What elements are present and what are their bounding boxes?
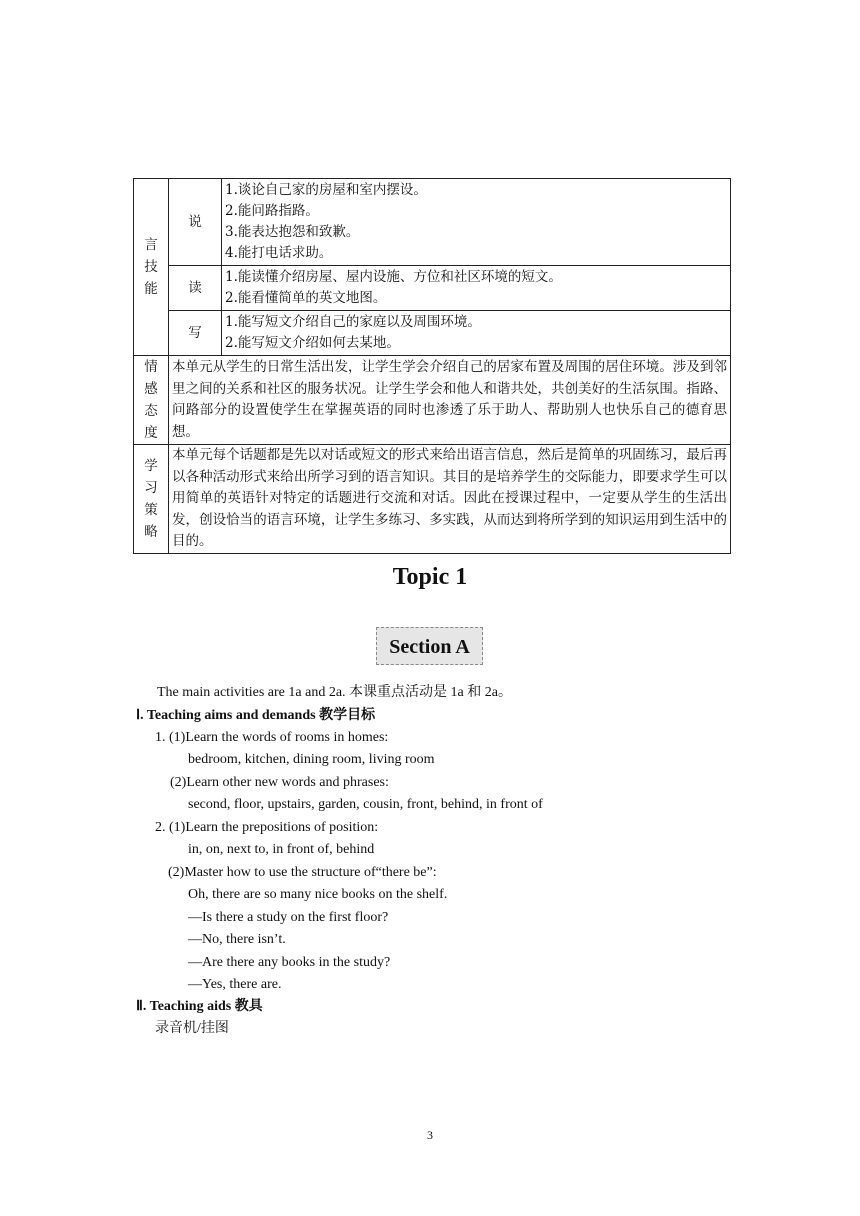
list-item: 3.能表达抱怨和致歉。: [225, 224, 360, 240]
category-char: 态: [144, 403, 158, 419]
list-item: —Are there any books in the study?: [188, 955, 391, 970]
category-char: 技: [144, 259, 158, 275]
list-item: 1.能读懂介绍房屋、屋内设施、方位和社区环境的短文。: [225, 269, 562, 285]
list-item: 2.能看懂简单的英文地图。: [225, 290, 387, 306]
list-item: 2.能问路指路。: [225, 203, 319, 219]
category-char: 学: [144, 457, 158, 474]
objectives-table: [133, 178, 731, 554]
table-row: [134, 445, 731, 554]
category-label: [137, 234, 165, 300]
category-cell: [134, 179, 169, 356]
sub-category-cell: 说: [169, 179, 222, 266]
aids-heading: Ⅱ. Teaching aids 教具: [136, 999, 263, 1014]
table-row: [134, 311, 731, 356]
category-label: [137, 455, 165, 543]
aids-text: 录音机/挂图: [155, 1021, 229, 1036]
list-item: second, floor, upstairs, garden, cousin, front, behind, in front of: [188, 797, 543, 812]
content-cell: [222, 179, 731, 266]
list-item: 2.能写短文介绍如何去某地。: [225, 335, 400, 351]
aims-heading: Ⅰ. Teaching aims and demands 教学目标: [136, 708, 376, 723]
category-cell: [134, 445, 169, 554]
table-row: [134, 179, 731, 266]
list-item: 1.谈论自己家的房屋和室内摆设。: [225, 182, 427, 198]
category-label: [137, 356, 165, 444]
list-item: Oh, there are so many nice books on the shelf.: [188, 887, 448, 902]
category-char: 感: [144, 381, 158, 397]
list-item: 2. (1)Learn the prepositions of position:: [155, 820, 379, 835]
content-cell: [222, 311, 731, 356]
list-item: 4.能打电话求助。: [225, 245, 333, 261]
category-char: 策: [144, 501, 158, 518]
list-item: bedroom, kitchen, dining room, living room: [188, 752, 435, 767]
category-cell: [134, 356, 169, 445]
content-cell: 本单元每个话题都是先以对话或短文的形式来给出语言信息，然后是简单的巩固练习，最后再以各种活动形式来给出所学习到的语言知识。其目的是培养学生的交际能力，即要求学生可以用简单的英语针对特定的话题进行交流和对话。因此在授课过程中，一定要从学生的生活出发，创设恰当的语言环境，让学生多练习、多实践，从而达到将所学到的知识运用到生活中的目的。: [169, 445, 731, 554]
content-cell: 本单元从学生的日常生活出发，让学生学会介绍自己的居家布置及周围的居住环境。涉及到邻里之间的关系和社区的服务状况。让学生学会和他人和谐共处，共创美好的生活氛围。指路、问路部分的设置使学生在掌握英语的同时也渗透了乐于助人、帮助别人也快乐自己的德育思想。: [169, 356, 731, 445]
list-item: 1. (1)Learn the words of rooms in homes:: [155, 730, 389, 745]
table-row: [134, 356, 731, 445]
content-cell: [222, 266, 731, 311]
page-number: 3: [427, 1128, 433, 1142]
list-item: (2)Master how to use the structure of“there be”:: [168, 865, 437, 880]
table-row: [134, 266, 731, 311]
topic-title: Topic 1: [392, 564, 468, 590]
list-item: —No, there isn’t.: [188, 932, 286, 947]
category-char: 情: [144, 359, 158, 375]
category-char: 度: [144, 425, 158, 441]
category-char: 言: [144, 237, 158, 253]
category-char: 略: [144, 523, 158, 540]
sub-category-cell: 写: [169, 311, 222, 356]
list-item: 1.能写短文介绍自己的家庭以及周围环境。: [225, 314, 481, 330]
intro-line: The main activities are 1a and 2a. 本课重点活动是 1a 和 2a。: [157, 685, 512, 700]
list-item: —Yes, there are.: [188, 977, 282, 992]
list-item: in, on, next to, in front of, behind: [188, 842, 375, 857]
section-title: Section A: [376, 627, 483, 665]
list-item: (2)Learn other new words and phrases:: [170, 775, 389, 790]
category-char: 能: [144, 281, 158, 297]
category-char: 习: [144, 479, 158, 496]
list-item: —Is there a study on the first floor?: [188, 910, 389, 925]
sub-category-cell: 读: [169, 266, 222, 311]
